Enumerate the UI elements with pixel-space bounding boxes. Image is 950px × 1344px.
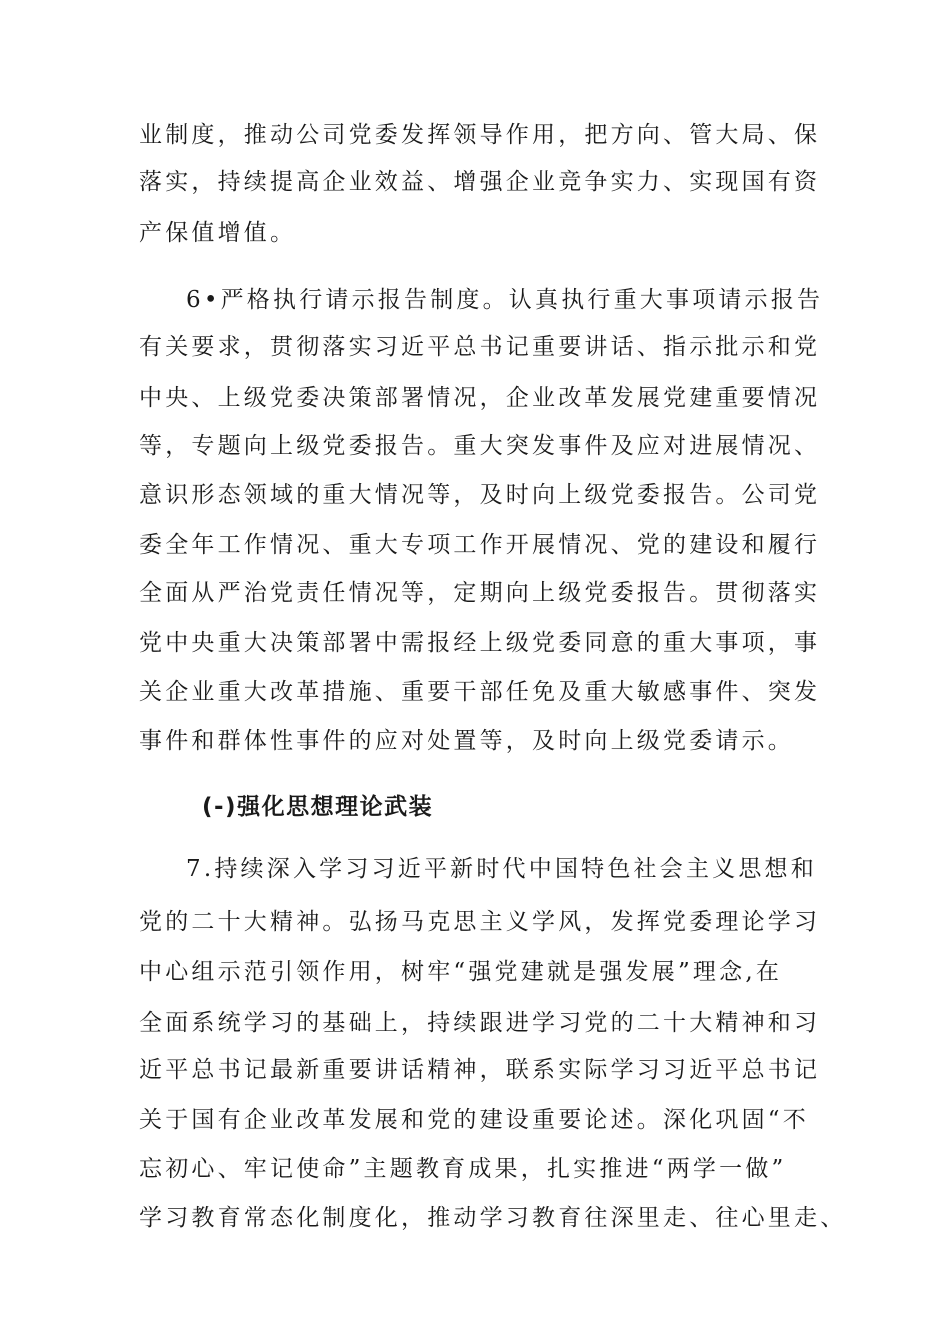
paragraph-3-line-5: 近平总书记最新重要讲话精神，联系实际学习习近平总书记 [139,1057,821,1083]
section-heading: (-)强化思想理论武装 [202,794,434,820]
paragraph-2-line-3: 中央、上级党委决策部署情况，企业改革发展党建重要情况 [139,385,821,411]
paragraph-3-line-8: 学习教育常态化制度化，推动学习教育往深里走、往心里走、 [139,1205,847,1231]
paragraph-2-line-5: 意识形态领域的重大情况等，及时向上级党委报告。公司党 [139,482,821,508]
paragraph-3-line-4: 全面系统学习的基础上，持续跟进学习党的二十大精神和习 [139,1010,821,1036]
paragraph-2-line-7: 全面从严治党责任情况等，定期向上级党委报告。贯彻落实 [139,580,821,606]
paragraph-1-line-1: 业制度，推动公司党委发挥领导作用，把方向、管大局、保 [139,122,821,148]
paragraph-3-line-7: 忘初心、牢记使命”主题教育成果，扎实推进“两学一做” [139,1156,787,1182]
paragraph-2-line-6: 委全年工作情况、重大专项工作开展情况、党的建设和履行 [139,532,821,558]
paragraph-2-line-10: 事件和群体性事件的应对处置等，及时向上级党委请示。 [139,728,794,754]
paragraph-2-line-9: 关企业重大改革措施、重要干部任免及重大敏感事件、突发 [139,679,821,705]
paragraph-2-line-1: 6•严格执行请示报告制度。认真执行重大事项请示报告 [186,287,824,313]
paragraph-2-line-4: 等，专题向上级党委报告。重大突发事件及应对进展情况、 [139,433,821,459]
paragraph-1-line-2: 落实，持续提高企业效益、增强企业竞争实力、实现国有资 [139,169,821,195]
paragraph-2-line-2: 有关要求，贯彻落实习近平总书记重要讲话、指示批示和党 [139,334,821,360]
paragraph-3-line-2: 党的二十大精神。弘扬马克思主义学风，发挥党委理论学习 [139,909,821,935]
paragraph-3-line-3: 中心组示范引领作用，树牢“强党建就是强发展”理念,在 [139,959,783,985]
paragraph-3-line-6: 关于国有企业改革发展和党的建设重要论述。深化巩固“不 [139,1107,809,1133]
paragraph-2-line-8: 党中央重大决策部署中需报经上级党委同意的重大事项，事 [139,630,821,656]
paragraph-3-line-1: 7.持续深入学习习近平新时代中国特色社会主义思想和 [186,856,817,882]
paragraph-1-line-3: 产保值增值。 [139,220,297,246]
